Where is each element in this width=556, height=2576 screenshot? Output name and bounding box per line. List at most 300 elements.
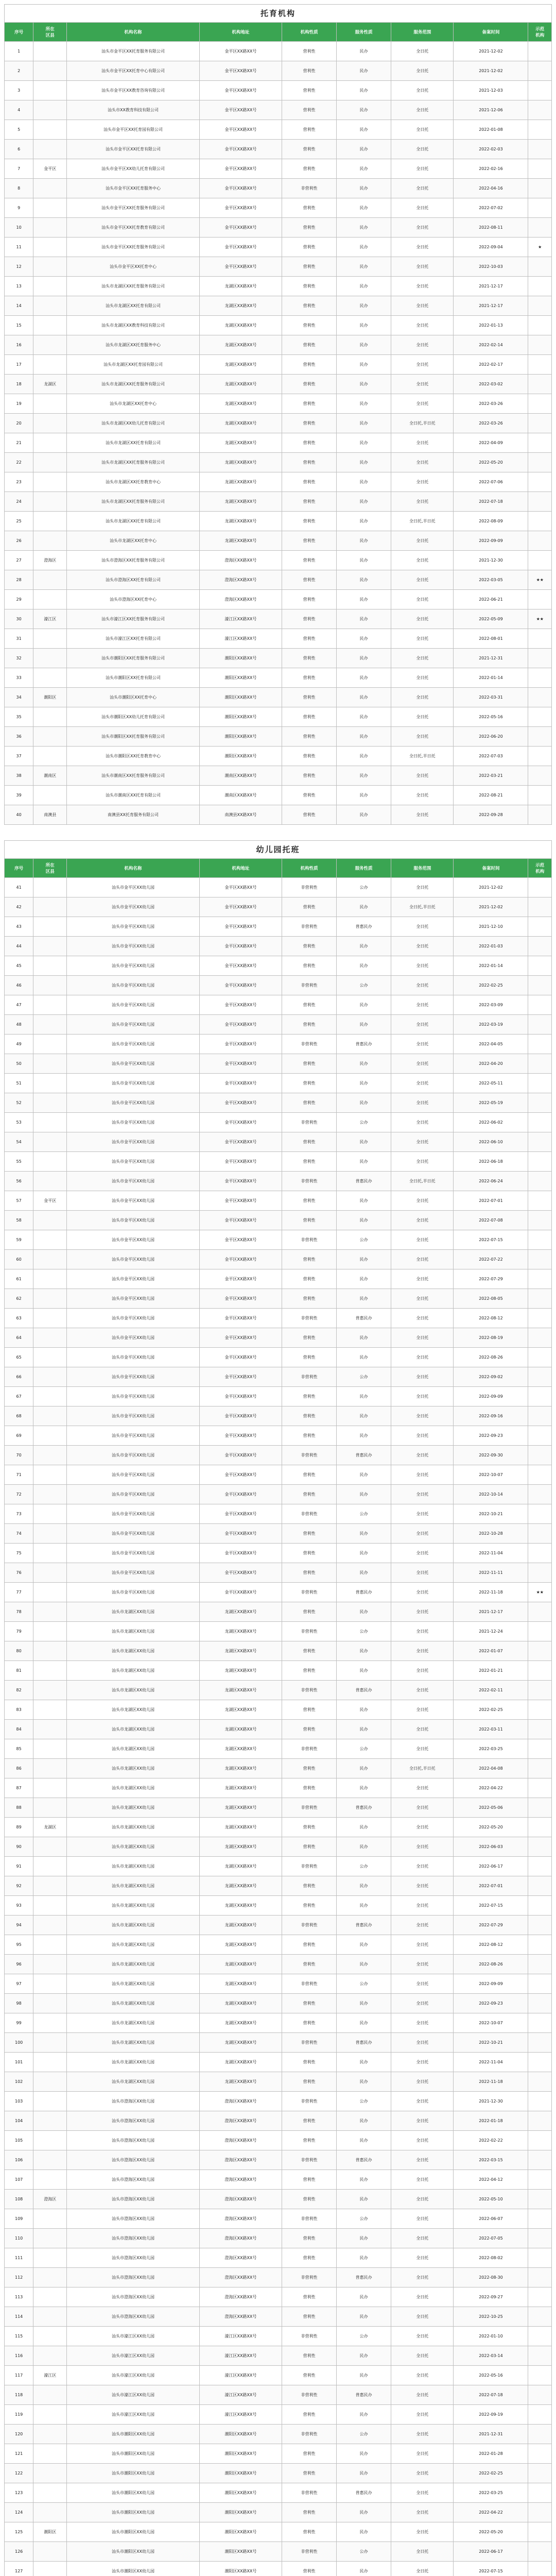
cell-model-mark [528,2170,552,2190]
cell-institution-address: 金平区XX路XX号 [199,1544,282,1563]
cell-model-mark [528,2522,552,2542]
cell-institution-name: 汕头市龙湖区XX幼儿园 [67,1955,200,1974]
cell-institution-name: 汕头市XX教育科技有限公司 [67,100,200,120]
cell-institution-address: 金平区XX路XX号 [199,238,282,257]
cell-filing-date: 2022-09-09 [454,1387,528,1406]
cell-district [33,81,67,100]
cell-institution-address: 金平区XX路XX号 [199,1309,282,1328]
cell-institution-address: 金平区XX路XX号 [199,1485,282,1504]
cell-model-mark [528,1367,552,1387]
cell-district [33,976,67,995]
cell-district [33,1211,67,1230]
cell-model-mark [528,2405,552,2425]
cell-district [33,1622,67,1641]
column-header-institution-address: 机构地址 [199,859,282,878]
cell-model-mark [528,159,552,179]
cell-institution-nature: 营利性 [282,1720,337,1739]
cell-model-mark [528,2111,552,2131]
cell-filing-date: 2022-10-03 [454,257,528,277]
cell-row-number: 70 [5,1446,33,1465]
cell-institution-name: 汕头市龙湖区XX幼儿园 [67,1700,200,1720]
cell-institution-nature: 营利性 [282,956,337,976]
cell-institution-name: 汕头市澄海区XX托育服务有限公司 [67,551,200,570]
table-row [5,1504,552,1524]
cell-institution-address: 金平区XX路XX号 [199,1387,282,1406]
cell-model-mark [528,1309,552,1328]
cell-service-nature: 民办 [337,937,391,956]
cell-institution-nature: 非营利性 [282,2033,337,2053]
cell-service-nature: 民办 [337,2503,391,2522]
cell-institution-nature: 非营利性 [282,1739,337,1759]
cell-row-number: 21 [5,433,33,453]
column-header-institution-address: 机构地址 [199,23,282,42]
cell-service-scope: 全日托 [391,1309,454,1328]
cell-institution-name: 汕头市潮阳区XX幼儿托育有限公司 [67,707,200,727]
cell-district [33,277,67,296]
cell-service-scope: 全日托 [391,1485,454,1504]
cell-institution-name: 汕头市龙湖区XX托育服务有限公司 [67,375,200,394]
cell-service-nature: 民办 [337,355,391,375]
cell-service-scope: 全日托 [391,1720,454,1739]
cell-model-mark [528,727,552,747]
cell-row-number: 99 [5,2013,33,2033]
cell-district [33,649,67,668]
cell-institution-nature: 营利性 [282,355,337,375]
table-row [5,277,552,296]
cell-institution-name: 汕头市龙湖区XX托育服务有限公司 [67,453,200,472]
table-row [5,1172,552,1191]
table-row [5,1602,552,1622]
cell-model-mark [528,1700,552,1720]
cell-service-nature: 民办 [337,629,391,649]
cell-institution-nature: 营利性 [282,1544,337,1563]
table-row [5,2542,552,2562]
cell-row-number: 33 [5,668,33,688]
cell-filing-date: 2022-07-18 [454,2385,528,2405]
cell-service-scope: 全日托 [391,2405,454,2425]
cell-district [33,2503,67,2522]
cell-service-scope: 全日托 [391,531,454,551]
cell-filing-date: 2022-06-10 [454,1132,528,1152]
cell-institution-nature: 营利性 [282,1426,337,1446]
cell-institution-name: 汕头市潮南区XX托育有限公司 [67,786,200,805]
cell-district [33,433,67,453]
table-row [5,1916,552,1935]
cell-institution-name: 汕头市龙湖区XX幼儿园 [67,1818,200,1837]
table-row [5,1348,552,1367]
cell-model-mark: ★ [528,238,552,257]
cell-row-number: 71 [5,1465,33,1485]
cell-model-mark [528,2346,552,2366]
cell-service-nature: 民办 [337,1720,391,1739]
cell-service-nature: 民办 [337,1426,391,1446]
cell-service-nature: 民办 [337,453,391,472]
cell-filing-date: 2022-04-05 [454,1035,528,1054]
column-header-district: 所在 区县 [33,859,67,878]
cell-service-nature: 民办 [337,238,391,257]
cell-service-nature: 民办 [337,316,391,335]
cell-service-nature: 民办 [337,414,391,433]
cell-institution-nature: 营利性 [282,688,337,707]
cell-row-number: 4 [5,100,33,120]
cell-service-nature: 民办 [337,140,391,159]
cell-institution-address: 澄海区XX路XX号 [199,590,282,609]
cell-filing-date: 2022-08-01 [454,629,528,649]
cell-model-mark [528,1778,552,1798]
table-row [5,2092,552,2111]
cell-district [33,1857,67,1876]
cell-model-mark [528,2503,552,2522]
cell-institution-nature: 营利性 [282,1191,337,1211]
table-row [5,786,552,805]
cell-model-mark [528,976,552,995]
cell-institution-nature: 非营利性 [282,1798,337,1818]
table-row [5,2209,552,2229]
table-row [5,2522,552,2542]
cell-model-mark [528,2385,552,2405]
cell-institution-name: 汕头市金平区XX幼儿园 [67,878,200,897]
cell-district [33,1837,67,1857]
cell-service-scope: 全日托 [391,1818,454,1837]
cell-service-scope: 全日托 [391,976,454,995]
column-header-model-mark: 示范 机构 [528,859,552,878]
cell-row-number: 55 [5,1152,33,1172]
table-row [5,120,552,140]
cell-service-scope: 全日托 [391,2562,454,2576]
cell-filing-date: 2022-02-16 [454,159,528,179]
cell-model-mark [528,2053,552,2072]
cell-institution-name: 汕头市澄海区XX托育有限公司 [67,570,200,590]
cell-filing-date: 2022-02-03 [454,140,528,159]
cell-institution-address: 龙湖区XX路XX号 [199,335,282,355]
cell-institution-address: 龙湖区XX路XX号 [199,2013,282,2033]
cell-institution-address: 金平区XX路XX号 [199,1152,282,1172]
cell-filing-date: 2022-10-28 [454,1524,528,1544]
document-page [4,0,552,2576]
cell-service-scope: 全日托 [391,1230,454,1250]
cell-institution-name: 汕头市濠江区XX幼儿园 [67,2346,200,2366]
cell-row-number: 28 [5,570,33,590]
cell-service-nature: 民办 [337,1641,391,1661]
table-row [5,1778,552,1798]
cell-institution-address: 龙湖区XX路XX号 [199,472,282,492]
cell-model-mark [528,2013,552,2033]
cell-district [33,727,67,747]
cell-district: 濠江区 [33,2366,67,2385]
cell-filing-date: 2022-01-18 [454,2111,528,2131]
cell-institution-address: 金平区XX路XX号 [199,198,282,218]
cell-filing-date: 2022-02-17 [454,355,528,375]
cell-district [33,1798,67,1818]
cell-institution-address: 龙湖区XX路XX号 [199,296,282,316]
cell-service-scope: 全日托 [391,570,454,590]
cell-filing-date: 2021-12-30 [454,551,528,570]
cell-model-mark [528,1328,552,1348]
cell-district [33,257,67,277]
cell-model-mark [528,375,552,394]
cell-model-mark [528,1485,552,1504]
cell-institution-nature: 营利性 [282,2111,337,2131]
cell-institution-name: 汕头市龙湖区XX幼儿园 [67,1622,200,1641]
cell-institution-name: 汕头市潮阳区XX幼儿园 [67,2464,200,2483]
cell-model-mark [528,897,552,917]
table-row [5,1739,552,1759]
cell-district [33,937,67,956]
cell-institution-address: 濠江区XX路XX号 [199,2346,282,2366]
cell-service-nature: 公办 [337,2209,391,2229]
cell-service-nature: 普惠民办 [337,1035,391,1054]
cell-institution-address: 潮阳区XX路XX号 [199,727,282,747]
cell-filing-date: 2022-06-17 [454,2542,528,2562]
cell-institution-address: 龙湖区XX路XX号 [199,1935,282,1955]
cell-district [33,1406,67,1426]
column-header-filing-date: 备案时间 [454,23,528,42]
cell-service-nature: 民办 [337,1955,391,1974]
table-row [5,2425,552,2444]
cell-service-nature: 普惠民办 [337,2268,391,2287]
cell-filing-date: 2022-09-23 [454,1426,528,1446]
cell-district: 澄海区 [33,551,67,570]
cell-institution-nature: 营利性 [282,2170,337,2190]
cell-model-mark [528,1622,552,1641]
cell-district [33,1152,67,1172]
cell-service-scope: 全日托 [391,2229,454,2248]
cell-district: 金平区 [33,1191,67,1211]
cell-institution-nature: 营利性 [282,786,337,805]
cell-service-nature: 民办 [337,2013,391,2033]
cell-row-number: 22 [5,453,33,472]
cell-service-nature: 民办 [337,2405,391,2425]
cell-service-scope: 全日托 [391,2072,454,2092]
cell-service-nature: 普惠民办 [337,2483,391,2503]
cell-institution-name: 汕头市金平区XX幼儿园 [67,1367,200,1387]
cell-institution-nature: 非营利性 [282,1446,337,1465]
cell-institution-address: 龙湖区XX路XX号 [199,1602,282,1622]
cell-institution-nature: 营利性 [282,1211,337,1230]
table-row [5,1328,552,1348]
cell-row-number: 82 [5,1681,33,1700]
cell-row-number: 48 [5,1015,33,1035]
table-row [5,2013,552,2033]
cell-district [33,1113,67,1132]
table-row [5,727,552,747]
cell-district [33,1602,67,1622]
cell-filing-date: 2021-12-02 [454,897,528,917]
cell-service-nature: 民办 [337,1994,391,2013]
cell-institution-nature: 营利性 [282,1563,337,1583]
cell-institution-name: 汕头市龙湖区XX幼儿园 [67,1661,200,1681]
table-row [5,2366,552,2385]
cell-institution-name: 汕头市潮阳区XX幼儿园 [67,2522,200,2542]
cell-row-number: 93 [5,1896,33,1916]
cell-institution-name: 汕头市澄海区XX幼儿园 [67,2209,200,2229]
cell-institution-address: 龙湖区XX路XX号 [199,1778,282,1798]
cell-service-scope: 全日托 [391,2385,454,2405]
cell-institution-name: 汕头市龙湖区XX幼儿园 [67,1837,200,1857]
cell-service-scope: 全日托,半日托 [391,414,454,433]
cell-institution-address: 龙湖区XX路XX号 [199,1681,282,1700]
cell-institution-address: 澄海区XX路XX号 [199,2268,282,2287]
cell-district [33,1465,67,1485]
cell-institution-nature: 非营利性 [282,2542,337,2562]
table-row [5,1152,552,1172]
cell-institution-name: 汕头市龙湖区XX幼儿园 [67,1935,200,1955]
cell-service-scope: 全日托 [391,1113,454,1132]
cell-institution-address: 金平区XX路XX号 [199,1191,282,1211]
cell-service-scope: 全日托 [391,1093,454,1113]
cell-row-number: 69 [5,1426,33,1446]
cell-filing-date: 2022-05-16 [454,2366,528,2385]
cell-institution-address: 龙湖区XX路XX号 [199,1916,282,1935]
cell-row-number: 62 [5,1289,33,1309]
cell-institution-name: 汕头市金平区XX幼儿园 [67,897,200,917]
cell-row-number: 74 [5,1524,33,1544]
cell-institution-nature: 非营利性 [282,1035,337,1054]
cell-institution-address: 龙湖区XX路XX号 [199,1818,282,1837]
cell-institution-nature: 非营利性 [282,1504,337,1524]
cell-institution-address: 金平区XX路XX号 [199,61,282,81]
table-row [5,1387,552,1406]
cell-row-number: 65 [5,1348,33,1367]
cell-model-mark [528,2562,552,2576]
cell-model-mark [528,1720,552,1739]
cell-institution-name: 汕头市金平区XX幼儿园 [67,1035,200,1054]
cell-row-number: 50 [5,1054,33,1074]
cell-service-nature: 民办 [337,375,391,394]
cell-service-scope: 全日托 [391,1054,454,1074]
table-row [5,1524,552,1544]
cell-institution-address: 金平区XX路XX号 [199,1250,282,1269]
cell-district [33,238,67,257]
cell-row-number: 31 [5,629,33,649]
cell-row-number: 125 [5,2522,33,2542]
cell-district [33,1426,67,1446]
cell-model-mark [528,688,552,707]
column-header-institution-nature: 机构性质 [282,23,337,42]
cell-institution-name: 汕头市澄海区XX幼儿园 [67,2170,200,2190]
cell-district [33,1524,67,1544]
cell-institution-name: 汕头市金平区XX幼儿园 [67,995,200,1015]
cell-district: 龙湖区 [33,375,67,394]
cell-service-nature: 民办 [337,100,391,120]
cell-institution-address: 潮南区XX路XX号 [199,766,282,786]
cell-model-mark [528,198,552,218]
cell-institution-nature: 营利性 [282,492,337,512]
cell-institution-address: 濠江区XX路XX号 [199,2385,282,2405]
cell-row-number: 120 [5,2425,33,2444]
cell-filing-date: 2022-11-04 [454,2053,528,2072]
cell-institution-nature: 营利性 [282,2405,337,2425]
tables-container [4,4,552,2576]
cell-institution-name: 汕头市金平区XX幼儿园 [67,1074,200,1093]
cell-row-number: 61 [5,1269,33,1289]
cell-service-scope: 全日托 [391,937,454,956]
cell-institution-address: 龙湖区XX路XX号 [199,1798,282,1818]
cell-institution-nature: 营利性 [282,198,337,218]
cell-filing-date: 2022-01-03 [454,937,528,956]
table-row [5,433,552,453]
cell-filing-date: 2022-08-05 [454,1289,528,1309]
cell-institution-address: 潮阳区XX路XX号 [199,688,282,707]
table-row [5,956,552,976]
table-row [5,897,552,917]
cell-institution-name: 汕头市濠江区XX幼儿园 [67,2405,200,2425]
cell-service-scope: 全日托 [391,2131,454,2150]
cell-institution-name: 汕头市金平区XX托育园有限公司 [67,120,200,140]
cell-institution-address: 金平区XX路XX号 [199,1035,282,1054]
cell-filing-date: 2022-05-20 [454,453,528,472]
cell-institution-name: 汕头市潮阳区XX托育中心 [67,688,200,707]
cell-model-mark [528,1250,552,1269]
cell-filing-date: 2022-06-03 [454,1837,528,1857]
table-row [5,1485,552,1504]
cell-service-scope: 全日托 [391,316,454,335]
cell-row-number: 49 [5,1035,33,1054]
cell-row-number: 127 [5,2562,33,2576]
cell-row-number: 15 [5,316,33,335]
cell-service-scope: 全日托 [391,2464,454,2483]
cell-service-nature: 民办 [337,2190,391,2209]
cell-service-nature: 民办 [337,1348,391,1367]
cell-model-mark [528,956,552,976]
cell-institution-nature: 非营利性 [282,2268,337,2287]
cell-filing-date: 2022-07-08 [454,1211,528,1230]
cell-institution-nature: 非营利性 [282,1857,337,1876]
cell-model-mark [528,1348,552,1367]
cell-institution-address: 澄海区XX路XX号 [199,2248,282,2268]
cell-institution-name: 汕头市龙湖区XX幼儿园 [67,1876,200,1896]
cell-row-number: 100 [5,2033,33,2053]
table-row [5,1955,552,1974]
cell-institution-address: 金平区XX路XX号 [199,81,282,100]
cell-model-mark: ★★ [528,570,552,590]
cell-institution-name: 汕头市龙湖区XX托育服务有限公司 [67,277,200,296]
cell-institution-name: 汕头市龙湖区XX托育服务有限公司 [67,492,200,512]
cell-district [33,296,67,316]
cell-district: 潮阳区 [33,2522,67,2542]
cell-filing-date: 2022-09-30 [454,1446,528,1465]
cell-district [33,355,67,375]
cell-row-number: 3 [5,81,33,100]
cell-institution-name: 汕头市龙湖区XX托育有限公司 [67,512,200,531]
cell-institution-address: 金平区XX路XX号 [199,1269,282,1289]
cell-service-nature: 民办 [337,747,391,766]
cell-model-mark [528,1132,552,1152]
cell-district [33,2209,67,2229]
cell-service-scope: 全日托 [391,218,454,238]
cell-institution-nature: 营利性 [282,1935,337,1955]
cell-service-nature: 民办 [337,42,391,61]
cell-institution-nature: 营利性 [282,1661,337,1681]
cell-model-mark [528,2268,552,2287]
table-row [5,198,552,218]
cell-model-mark [528,1426,552,1446]
cell-row-number: 41 [5,878,33,897]
cell-institution-nature: 非营利性 [282,2483,337,2503]
cell-institution-nature: 营利性 [282,453,337,472]
cell-institution-nature: 营利性 [282,100,337,120]
cell-filing-date: 2021-12-03 [454,81,528,100]
cell-service-nature: 民办 [337,472,391,492]
cell-row-number: 43 [5,917,33,937]
cell-service-scope: 全日托 [391,1367,454,1387]
cell-row-number: 63 [5,1309,33,1328]
table-row [5,2562,552,2576]
table-row [5,1309,552,1328]
cell-service-nature: 民办 [337,1465,391,1485]
cell-institution-nature: 非营利性 [282,1583,337,1602]
cell-institution-nature: 非营利性 [282,1622,337,1641]
